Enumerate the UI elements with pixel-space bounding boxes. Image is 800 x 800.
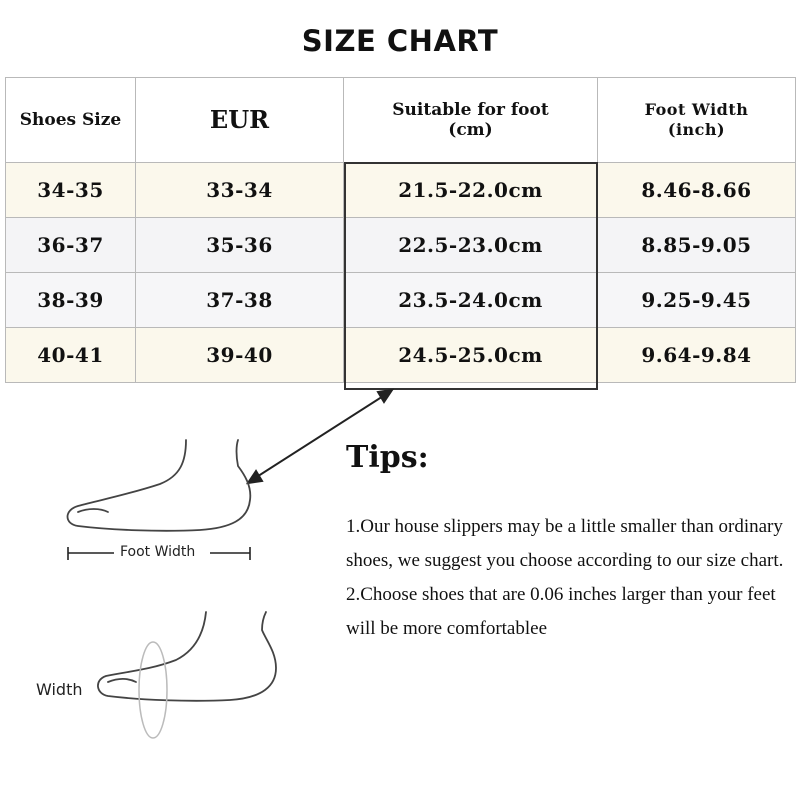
- tips-heading: Tips:: [346, 440, 429, 475]
- foot-width-view-icon: [98, 612, 276, 701]
- cell-eur: 35-36: [136, 218, 344, 273]
- cell-shoes-size: 34-35: [6, 163, 136, 218]
- cell-foot-width: 8.85-9.05: [598, 218, 796, 273]
- cell-eur: 33-34: [136, 163, 344, 218]
- cell-eur: 39-40: [136, 328, 344, 383]
- cell-foot-cm: 23.5-24.0cm: [344, 273, 598, 328]
- page-title: SIZE CHART: [301, 24, 499, 58]
- tip-item-2: 2.Choose shoes that are 0.06 inches larger than your feet will be more comfortablee: [346, 584, 776, 639]
- tips-list: [346, 510, 786, 646]
- width-ellipse-icon: [139, 642, 167, 738]
- header-foot-length-line2: (cm): [448, 120, 493, 140]
- width-label: Width: [36, 680, 83, 699]
- header-foot-width-line1: Foot Width: [644, 100, 749, 119]
- header-shoes-size: Shoes Size: [6, 78, 136, 163]
- tip-item-1: 1.Our house slippers may be a little smaller than ordinary shoes, we suggest you choose according to our size chart.: [346, 516, 784, 571]
- header-foot-width-line2: (inch): [667, 120, 726, 139]
- header-eur: EUR: [136, 78, 344, 163]
- foot-side-view-icon: [68, 440, 251, 531]
- cell-shoes-size: 38-39: [6, 273, 136, 328]
- cell-foot-width: 9.64-9.84: [598, 328, 796, 383]
- foot-width-label: Foot Width: [120, 544, 196, 560]
- cell-shoes-size: 36-37: [6, 218, 136, 273]
- header-foot-length-line1: Suitable for foot: [392, 100, 549, 120]
- cell-foot-cm: 22.5-23.0cm: [344, 218, 598, 273]
- cell-eur: 37-38: [136, 273, 344, 328]
- cell-foot-cm: 21.5-22.0cm: [344, 163, 598, 218]
- cell-foot-width: 8.46-8.66: [598, 163, 796, 218]
- cell-foot-cm: 24.5-25.0cm: [344, 328, 598, 383]
- cell-shoes-size: 40-41: [6, 328, 136, 383]
- cell-foot-width: 9.25-9.45: [598, 273, 796, 328]
